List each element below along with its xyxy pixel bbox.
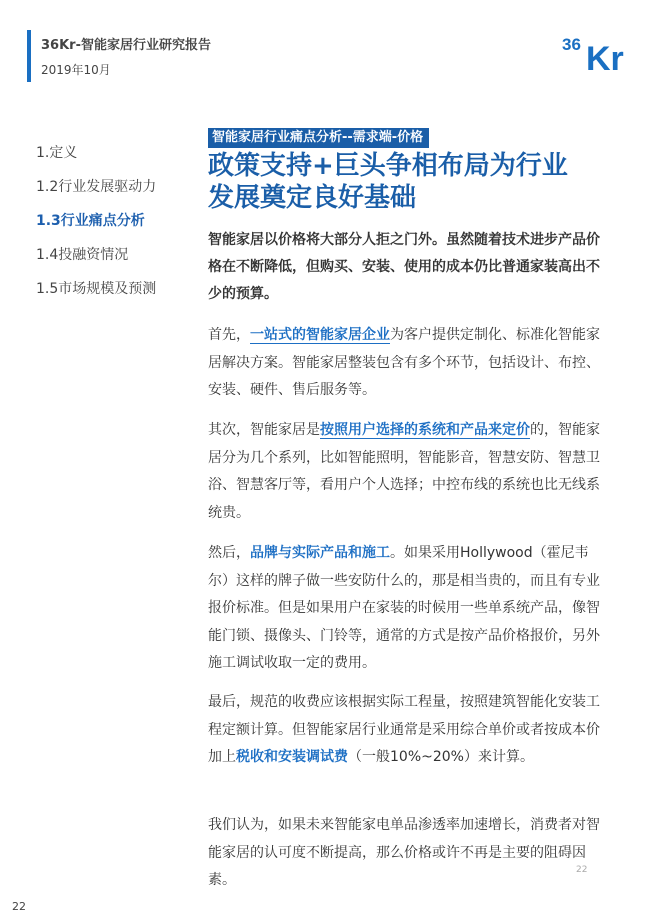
report-date: 2019年10月 xyxy=(41,63,111,77)
p4-text-before: 最后，规范的收费应该根据实际工程量，按照建筑智能化安装工程定额计算。但智能家居行业通常是采用综合单价或者按成本价加上 xyxy=(208,694,600,765)
p2-text-after: 的，智能家居分为几个系列，比如智能照明，智能影音，智慧安防、智慧卫浴、智慧客厅等，看用户个人选择；中控布线的系统也比无线系统贵。 xyxy=(208,422,600,521)
paragraph-first xyxy=(208,322,608,405)
svg-text:Kr: Kr xyxy=(586,40,624,74)
p1-highlight: 一站式的智能家居企业 xyxy=(250,327,390,343)
svg-text:36: 36 xyxy=(562,35,581,54)
inner-page-number: 22 xyxy=(576,865,588,875)
headline-line-2: 发展奠定良好基础 xyxy=(208,183,417,213)
nav-item-market-size[interactable]: 1.5市场规模及预测 xyxy=(36,281,157,297)
paragraph-fourth xyxy=(208,689,608,772)
page-number: 22 xyxy=(12,900,26,913)
section-nav xyxy=(36,143,156,313)
p3-text-after: 。如果采用Hollywood（霍尼韦尔）这样的牌子做一些安防什么的，那是相当贵的，而且有专业报价标准。但是如果用户在家装的时候用一些单系统产品，像智能门锁、摄像头、门铃等，通常的方式是按产品价格报价，另外施工调试收取一定的费用。 xyxy=(208,545,600,671)
p4-highlight: 税收和安装调试费 xyxy=(236,749,348,765)
p1-text-before: 首先， xyxy=(208,327,250,343)
nav-item-definition[interactable]: 1.定义 xyxy=(36,145,78,161)
paragraph-third xyxy=(208,540,608,678)
p1-text-after: 为客户提供定制化、标准化智能家居解决方案。智能家居整装包含有多个环节，包括设计、布控、安装、硬件、售后服务等。 xyxy=(208,327,600,398)
p3-highlight: 品牌与实际产品和施工 xyxy=(250,545,390,561)
header-accent-bar xyxy=(27,30,31,82)
headline-line-1: 政策支持+巨头争相布局为行业 xyxy=(208,151,568,181)
nav-item-investment[interactable]: 1.4投融资情况 xyxy=(36,247,129,263)
report-title: 36Kr-智能家居行业研究报告 xyxy=(41,38,211,53)
p3-text-before: 然后， xyxy=(208,545,250,561)
paragraph-second xyxy=(208,417,608,527)
p2-text-before: 其次，智能家居是 xyxy=(208,422,320,438)
section-tag: 智能家居行业痛点分析--需求端-价格 xyxy=(208,128,429,148)
nav-item-pain-points[interactable]: 1.3行业痛点分析 xyxy=(36,213,145,229)
nav-item-drivers[interactable]: 1.2行业发展驱动力 xyxy=(36,179,157,195)
p2-highlight: 按照用户选择的系统和产品来定价 xyxy=(320,422,530,438)
paragraph-conclusion: 我们认为，如果未来智能家电单品渗透率加速增长，消费者对智能家居的认可度不断提高，那么价格或许不再是主要的阻碍因素。 xyxy=(208,817,600,888)
36kr-logo xyxy=(560,30,630,74)
page-headline xyxy=(208,150,628,214)
p4-text-after: （一般10%~20%）来计算。 xyxy=(348,749,534,765)
lead-paragraph: 智能家居以价格将大部分人拒之门外。虽然随着技术进步产品价格在不断降低，但购买、安装、使用的成本仍比普通家装高出不少的预算。 xyxy=(208,232,600,302)
